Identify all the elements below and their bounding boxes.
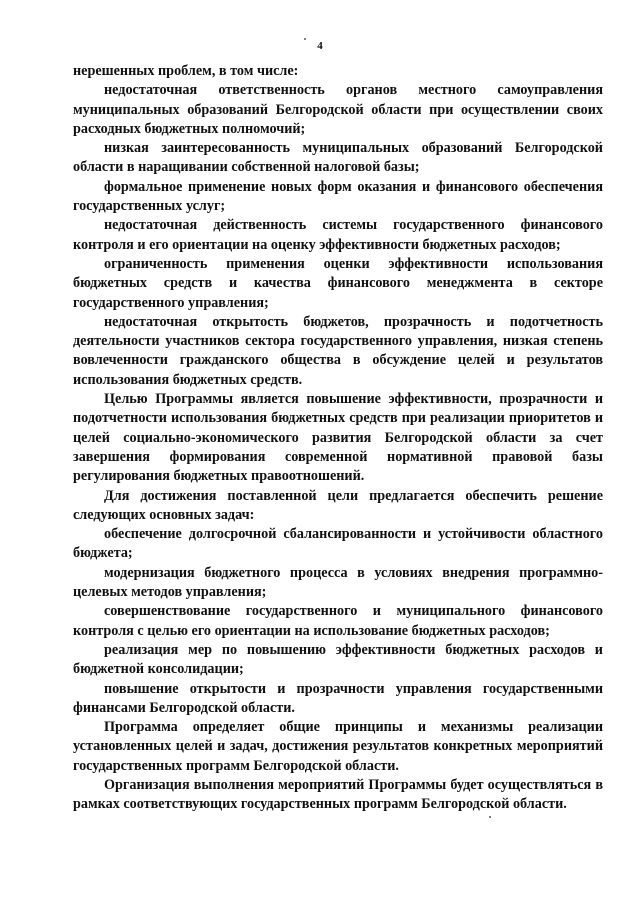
problem-item: недостаточная ответственность органов местного самоуправления муниципальных образований Белгородской области при осуществлении своих расходных бюджетных полномочий;: [73, 82, 603, 137]
problem-item: низкая заинтересованность муниципальных образований Белгородской области в наращивании собственной налоговой базы;: [73, 140, 603, 176]
problem-item: ограниченность применения оценки эффективности использования бюджетных средств и качества финансового менеджмента в секторе государственного управления;: [73, 255, 603, 311]
principles-paragraph: Программа определяет общие принципы и механизмы реализации установленных целей и задач, достижения результатов конкретных мероприятий государственных программ Белгородской области.: [73, 719, 603, 774]
problem-item: недостаточная открытость бюджетов, прозрачность и подотчетность деятельности участников сектора государственного управления, низкая степень вовлеченности гражданского общества в обсуждение целей и результатов использования бюджетных средств.: [73, 313, 603, 388]
problem-item: недостаточная действенность системы государственного финансового контроля и его ориентации на оценку эффективности бюджетных расходов;: [73, 217, 603, 253]
scan-speck: [489, 816, 491, 818]
paragraph-continuation: нерешенных проблем, в том числе:: [73, 63, 299, 79]
task-item: модернизация бюджетного процесса в условиях внедрения программно-целевых методов управления;: [73, 564, 603, 601]
task-item: обеспечение долгосрочной сбалансированности и устойчивости областного бюджета;: [73, 526, 603, 562]
task-item: повышение открытости и прозрачности управления государственными финансами Белгородской области.: [73, 680, 603, 716]
implementation-paragraph: Организация выполнения мероприятий Программы будет осуществляться в рамках соответствующих государственных программ Белгородской области.: [73, 776, 603, 813]
program-goal-paragraph: Целью Программы является повышение эффективности, прозрачности и подотчетности использования бюджетных средств при реализации приоритетов и целей социально-экономического развития Белгородской области за счет завершения формирования современной нормативной правовой базы регулирования бюджетных правоотношений.: [73, 391, 603, 485]
scan-speck: [304, 38, 306, 40]
page-number: 4: [317, 40, 323, 52]
task-item: совершенствование государственного и муниципального финансового контроля с целью его ориентации на использование бюджетных расходов;: [73, 603, 603, 639]
task-item: реализация мер по повышению эффективности бюджетных расходов и бюджетной консолидации;: [73, 641, 603, 678]
document-body: [73, 62, 603, 815]
problem-item: формальное применение новых форм оказания и финансового обеспечения государственных услуг;: [73, 178, 603, 215]
tasks-intro-paragraph: Для достижения поставленной цели предлагается обеспечить решение следующих основных задач:: [73, 487, 603, 523]
